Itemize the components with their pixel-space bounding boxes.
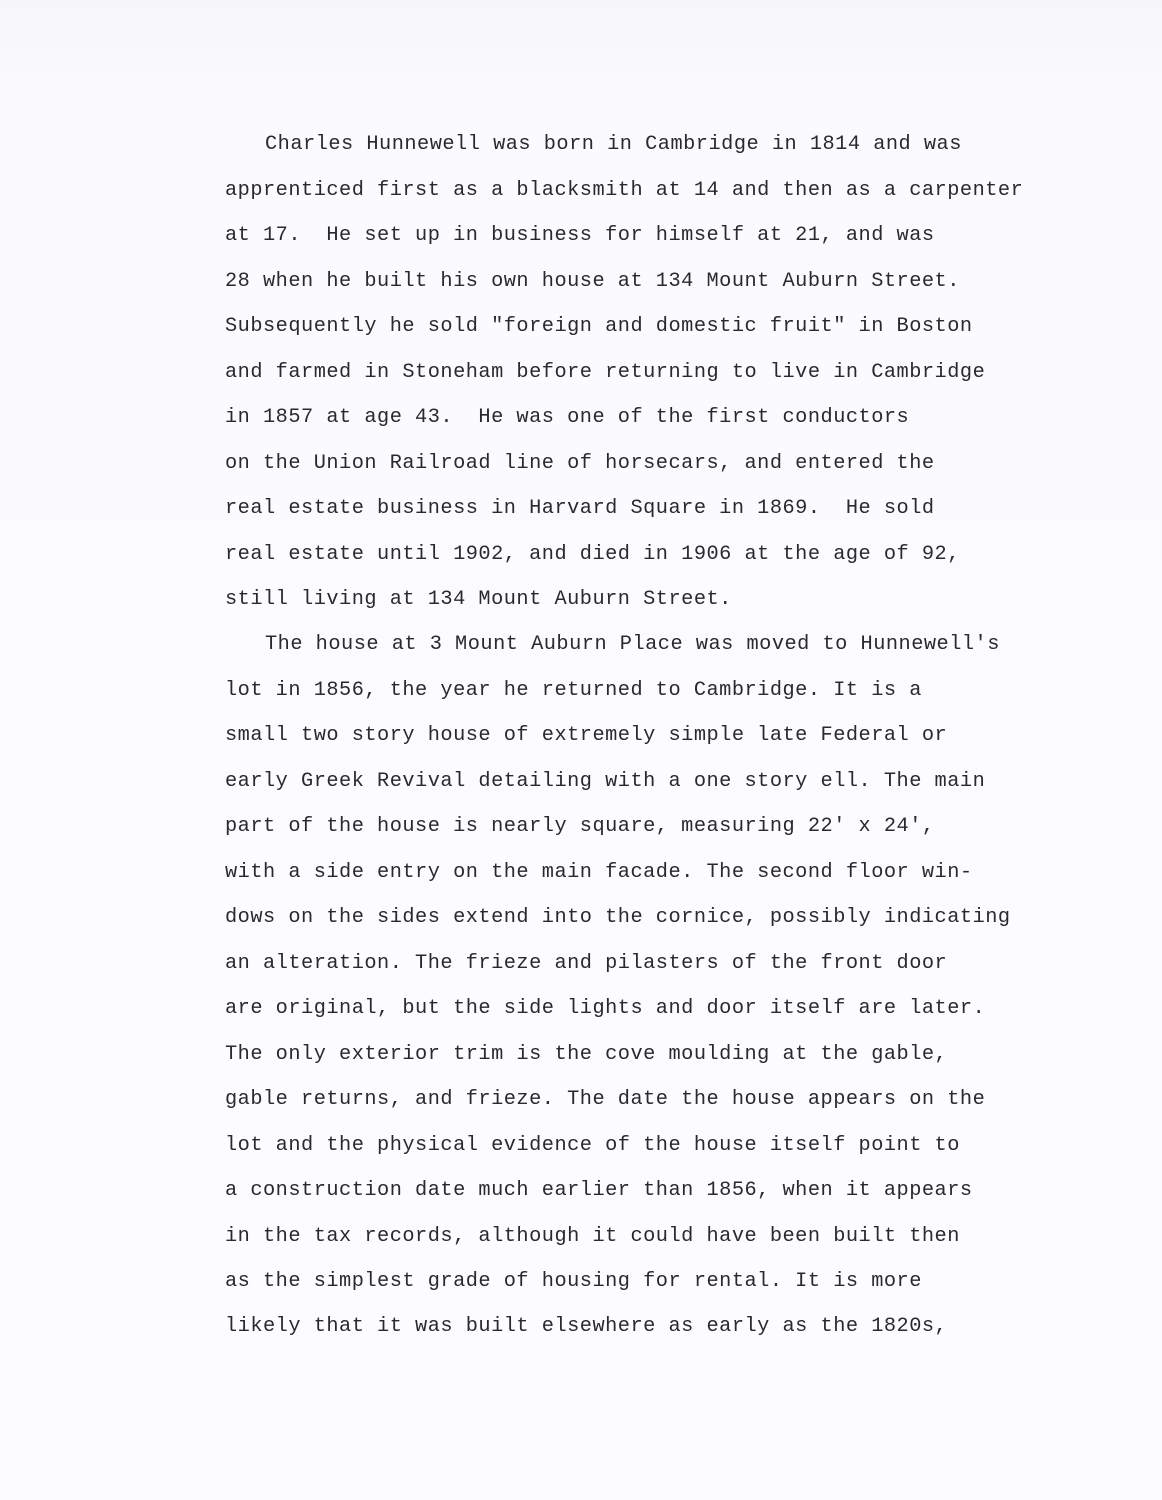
text-line: lot in 1856, the year he returned to Cambridge. It is a — [225, 679, 922, 702]
text-line: in the tax records, although it could have been built then — [225, 1225, 960, 1248]
text-line: likely that it was built elsewhere as early as the 1820s, — [225, 1315, 948, 1338]
text-line: as the simplest grade of housing for rental. It is more — [225, 1270, 922, 1293]
text-line: early Greek Revival detailing with a one story ell. The main — [225, 770, 986, 793]
text-line: lot and the physical evidence of the house itself point to — [225, 1134, 960, 1157]
text-line: real estate until 1902, and died in 1906 at the age of 92, — [225, 543, 960, 566]
text-line: The house at 3 Mount Auburn Place was moved to Hunnewell's — [265, 633, 1000, 656]
text-line: a construction date much earlier than 1856, when it appears — [225, 1179, 973, 1202]
text-line: The only exterior trim is the cove moulding at the gable, — [225, 1043, 948, 1066]
text-line: part of the house is nearly square, measuring 22' x 24', — [225, 815, 935, 838]
text-line: gable returns, and frieze. The date the house appears on the — [225, 1088, 986, 1111]
text-line: still living at 134 Mount Auburn Street. — [225, 588, 732, 611]
text-line: apprenticed first as a blacksmith at 14 and then as a carpenter — [225, 179, 1024, 202]
text-line: real estate business in Harvard Square in 1869. He sold — [225, 497, 935, 520]
text-line: an alteration. The frieze and pilasters of the front door — [225, 952, 948, 975]
text-line: Subsequently he sold "foreign and domestic fruit" in Boston — [225, 315, 973, 338]
text-line: dows on the sides extend into the cornice, possibly indicating — [225, 906, 1011, 929]
text-line: Charles Hunnewell was born in Cambridge in 1814 and was — [265, 133, 962, 156]
text-line: and farmed in Stoneham before returning to live in Cambridge — [225, 361, 986, 384]
text-line: are original, but the side lights and door itself are later. — [225, 997, 986, 1020]
text-line: small two story house of extremely simple late Federal or — [225, 724, 948, 747]
text-line: on the Union Railroad line of horsecars, and entered the — [225, 452, 935, 475]
text-line: at 17. He set up in business for himself at 21, and was — [225, 224, 935, 247]
text-line: with a side entry on the main facade. The second floor win- — [225, 861, 973, 884]
text-line: 28 when he built his own house at 134 Mount Auburn Street. — [225, 270, 960, 293]
text-line: in 1857 at age 43. He was one of the first conductors — [225, 406, 910, 429]
